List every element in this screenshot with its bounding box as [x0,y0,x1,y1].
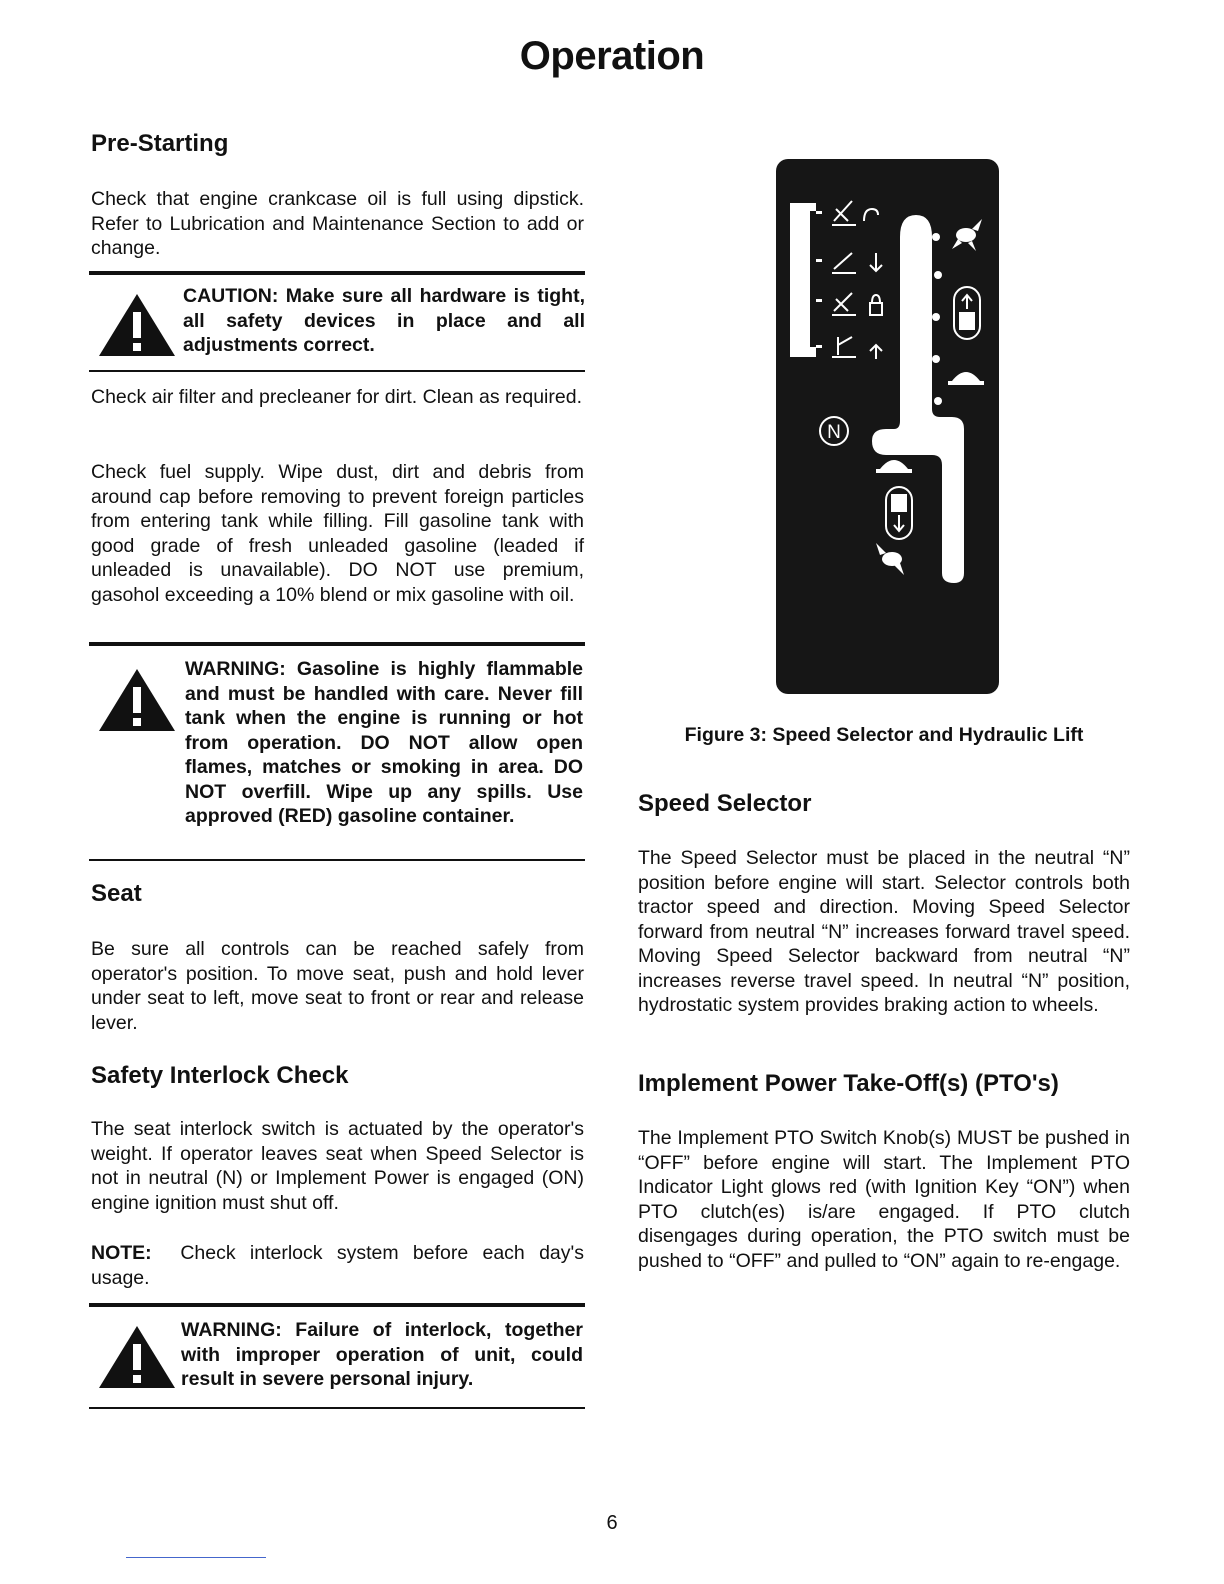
tractor-direction-icon [954,287,980,339]
note-text: Check interlock system before each day's usage. [91,1242,585,1289]
gas-warning-top-rule [89,642,585,646]
lift-lever-icon [832,201,882,359]
interlock-warning-bottom-rule [89,1407,585,1409]
turtle-slow-icon [948,372,984,385]
pto-heading: Implement Power Take-Off(s) (PTO's) [638,1070,1059,1097]
svg-text:N: N [827,422,841,443]
warning-triangle-icon [97,667,177,733]
neutral-circle-icon [820,417,848,445]
interlock-note [91,1241,584,1290]
speed-selector-diagram [776,159,999,694]
speed-selector-heading: Speed Selector [638,790,812,817]
warning-triangle-icon [97,1324,177,1390]
pre-starting-para2: Check air filter and precleaner for dirt. Clean as required. [91,386,582,408]
caution-text: CAUTION: Make sure all hardware is tight, all safety devices in place and all adjustments correct. [183,285,585,356]
seat-para: Be sure all controls can be reached safely from operator's position. To move seat, push and hold lever under seat to left, move seat to front or rear and release lever. [91,938,584,1034]
gasoline-warning-notice [89,657,585,857]
speed-selector-figure [776,159,999,694]
gasoline-warning-text: WARNING: Gasoline is highly flammable and must be handled with care. Never fill tank when the engine is running or hot from operation. DO NOT allow open flames, matches or smoking in area. DO NOT overfill. Wipe up any spills. Use approved (RED) gasoline container. [185,658,583,827]
caution-bottom-rule [89,370,585,372]
page-title: Operation [519,34,705,78]
note-label: NOTE: [91,1242,152,1264]
caution-top-rule [89,271,585,275]
rabbit-fast-icon [952,219,982,251]
footer-rule [126,1557,266,1558]
gas-warning-bottom-rule [89,859,585,861]
pre-starting-para3: Check fuel supply. Wipe dust, dirt and debris from around cap before removing to prevent foreign particles from entering tank while filling. Fill gasoline tank with good grade of fresh unleaded gasoline (leaded if unleaded is unavailable). DO NOT use premium, gasohol exceeding a 10% blend or mix gasoline with oil. [91,461,584,606]
pto-para: The Implement PTO Switch Knob(s) MUST be pushed in “OFF” before engine will start. The Implement PTO Indicator Light glows red (with Ignition Key “ON”) when PTO clutch(es) is/are engaged. If PTO clutch disengages during operation, the PTO switch must be pushed to “OFF” and pulled to “ON” again to re-engage. [638,1127,1130,1272]
figure-caption: Figure 3: Speed Selector and Hydraulic Lift [684,724,1084,746]
pre-starting-para1: Check that engine crankcase oil is full using dipstick. Refer to Lubrication and Maintenance Section to add or change. [91,188,584,259]
safety-interlock-para: The seat interlock switch is actuated by the operator's weight. If operator leaves seat when Speed Selector is not in neutral (N) or Implement Power is engaged (ON) engine ignition must shut off. [91,1118,584,1214]
speed-selector-para: The Speed Selector must be placed in the neutral “N” position before engine will start. Selector controls both tractor speed and direction. Moving Speed Selector forward from neutral “N” increases forward travel speed. Moving Speed Selector backward from neutral “N” increases reverse travel speed. In neutral “N” position, hydrostatic system provides braking action to wheels. [638,847,1130,1016]
safety-interlock-heading: Safety Interlock Check [91,1062,349,1089]
page-number: 6 [606,1512,618,1534]
tractor-direction-icon [886,487,912,539]
interlock-warning-notice [89,1318,585,1398]
warning-triangle-icon [97,292,177,358]
interlock-warning-text: WARNING: Failure of interlock, together with improper operation of unit, could result in severe personal injury. [181,1319,583,1390]
seat-heading: Seat [91,880,142,907]
pre-starting-heading: Pre-Starting [91,130,229,157]
interlock-warning-top-rule [89,1303,585,1307]
rabbit-fast-icon [876,543,904,575]
caution-notice [89,284,585,364]
turtle-slow-icon [876,460,912,473]
